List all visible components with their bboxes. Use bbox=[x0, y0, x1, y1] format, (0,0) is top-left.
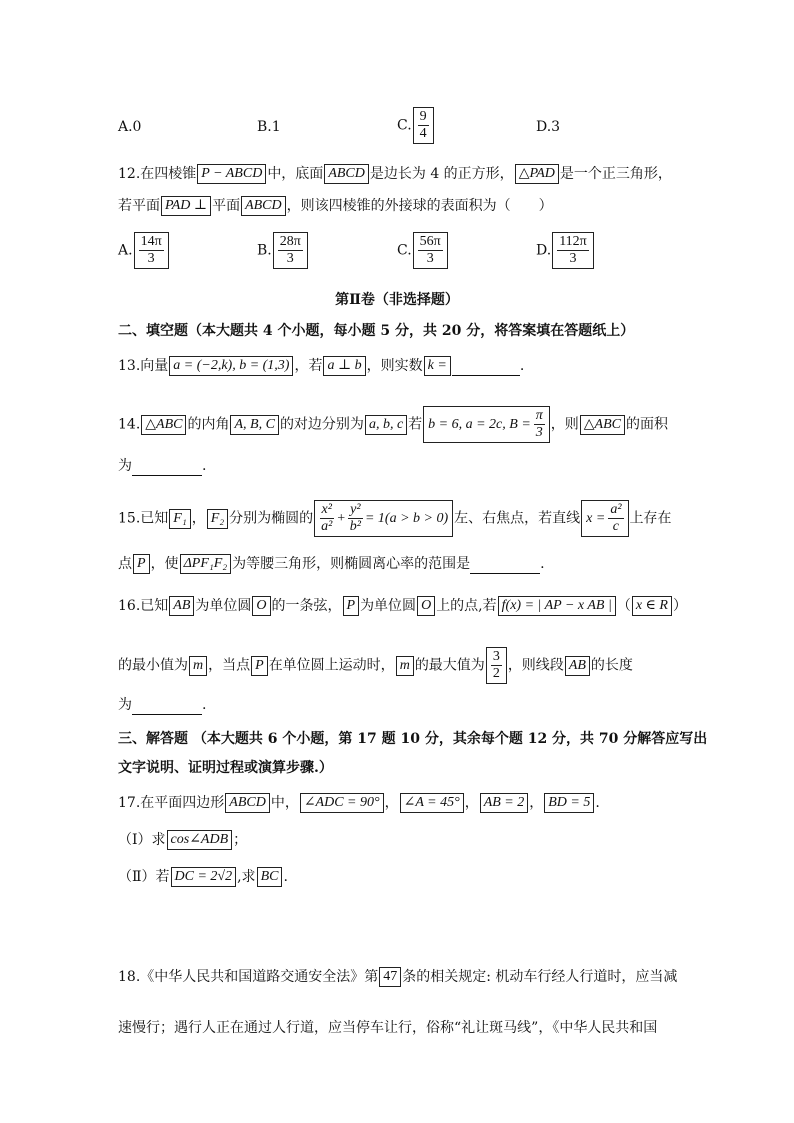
text: ， bbox=[191, 510, 206, 527]
formula: ABCD bbox=[241, 196, 286, 216]
formula: x ∈ R bbox=[632, 596, 672, 616]
q13 bbox=[118, 356, 524, 376]
text: ，使 bbox=[150, 556, 179, 572]
q11-option-a: A.0 bbox=[118, 119, 142, 135]
q12-line-1 bbox=[118, 164, 672, 184]
numerator: 28π bbox=[279, 234, 301, 249]
text: 12.在四棱锥 bbox=[118, 166, 197, 182]
formula: PAD ⊥ bbox=[161, 196, 211, 216]
text: 的对边分别为 bbox=[279, 416, 364, 433]
formula: F₂ bbox=[207, 509, 228, 529]
text: 中， bbox=[270, 795, 299, 811]
numerator: 9 bbox=[419, 109, 427, 124]
q17 bbox=[118, 793, 600, 813]
text: . bbox=[595, 795, 600, 811]
fraction bbox=[552, 232, 594, 269]
formula: O bbox=[252, 596, 270, 616]
formula: a ⊥ b bbox=[323, 356, 365, 376]
text: 平面 bbox=[212, 198, 241, 214]
text: ，则 bbox=[550, 416, 579, 433]
formula: △ABC bbox=[580, 415, 625, 435]
text: 若平面 bbox=[118, 198, 160, 214]
text: ， bbox=[529, 795, 544, 811]
denominator: b² bbox=[349, 519, 361, 534]
numerator: 3 bbox=[492, 649, 500, 664]
numerator: a² bbox=[610, 502, 622, 517]
fraction bbox=[348, 502, 363, 535]
denominator: 3 bbox=[426, 251, 434, 266]
fraction bbox=[413, 107, 434, 144]
formula: P − ABCD bbox=[197, 164, 266, 184]
text: 中，底面 bbox=[267, 166, 324, 182]
formula: m bbox=[189, 656, 207, 676]
q12-option-b bbox=[257, 232, 309, 269]
q12-option-a bbox=[118, 232, 170, 269]
formula: a, b, c bbox=[365, 415, 407, 435]
denominator: 3 bbox=[286, 251, 294, 266]
formula: ABCD bbox=[225, 793, 270, 813]
option-label: C. bbox=[397, 242, 412, 259]
q12-line-2 bbox=[118, 196, 553, 216]
operator: + bbox=[336, 510, 346, 526]
formula-box bbox=[423, 406, 550, 443]
text: 左、右焦点，若直线 bbox=[454, 510, 581, 527]
q11-option-d: D.3 bbox=[536, 119, 561, 135]
text: ，则线段 bbox=[507, 657, 564, 674]
q12-option-d bbox=[536, 232, 595, 269]
fraction bbox=[319, 502, 334, 535]
text: 的一条弦， bbox=[271, 598, 342, 614]
fraction bbox=[134, 232, 169, 269]
formula: a = (−2,k), b = (1,3) bbox=[169, 356, 293, 376]
q17-part-1 bbox=[118, 830, 247, 850]
q11-option-c bbox=[397, 107, 435, 144]
text: 为 bbox=[118, 458, 132, 474]
text: 18.《中华人民共和国道路交通安全法》第 bbox=[118, 969, 379, 985]
denominator: a² bbox=[321, 519, 333, 534]
answer-blank[interactable] bbox=[470, 559, 540, 574]
formula: P bbox=[251, 656, 268, 676]
q15-line-1 bbox=[118, 500, 672, 537]
q17-part-2 bbox=[118, 867, 288, 887]
numerator: x² bbox=[321, 502, 332, 517]
text: 上存在 bbox=[629, 510, 672, 527]
text: . bbox=[202, 458, 207, 474]
formula: P bbox=[133, 554, 150, 574]
q14-line-2 bbox=[118, 456, 206, 476]
text: 为等腰三角形，则椭圆离心率的范围是 bbox=[232, 556, 471, 572]
answer-blank[interactable] bbox=[132, 461, 202, 476]
formula: m bbox=[396, 656, 414, 676]
numerator: 14π bbox=[140, 234, 162, 249]
denominator: 3 bbox=[147, 251, 155, 266]
formula: AB bbox=[169, 596, 194, 616]
text: . bbox=[519, 358, 525, 374]
line-equation bbox=[581, 500, 628, 537]
numerator: 56π bbox=[419, 234, 441, 249]
formula: AB = 2 bbox=[480, 793, 529, 813]
denominator: 2 bbox=[492, 666, 500, 681]
formula: f(x) = | AP − x AB | bbox=[498, 596, 616, 616]
text: ， bbox=[384, 795, 399, 811]
section-2-title: 二、填空题（本大题共 4 个小题，每小题 5 分，共 20 分，将答案填在答题纸上） bbox=[118, 323, 635, 339]
text: 13.向量 bbox=[118, 358, 169, 374]
text: 点 bbox=[118, 556, 132, 572]
text: 的内角 bbox=[187, 416, 230, 433]
q12-option-c bbox=[397, 232, 449, 269]
text: 若 bbox=[408, 416, 423, 433]
text: 在单位圆上运动时， bbox=[268, 657, 395, 674]
formula: x = bbox=[586, 510, 606, 526]
formula: = 1(a > b > 0) bbox=[364, 510, 449, 526]
text: ，当点 bbox=[208, 657, 251, 674]
ellipse-equation bbox=[314, 500, 453, 537]
part-2-title: 第Ⅱ卷（非选择题） bbox=[335, 292, 459, 308]
text: （ bbox=[616, 598, 631, 614]
option-label: C. bbox=[397, 117, 412, 134]
section-3-title-line-1: 三、解答题 （本大题共 6 个小题，第 17 题 10 分，其余每个题 12 分，共 70 分解答应写出 bbox=[118, 731, 708, 747]
formula: P bbox=[343, 596, 360, 616]
q18-line-1 bbox=[118, 967, 677, 987]
numerator: 112π bbox=[559, 234, 587, 249]
formula: DC = 2√2 bbox=[171, 867, 237, 887]
text: 分别为椭圆的 bbox=[229, 510, 314, 527]
formula: b = 6, a = 2c, B = bbox=[428, 416, 531, 432]
text: 15.已知 bbox=[118, 510, 169, 527]
formula: BC bbox=[257, 867, 283, 887]
formula: k = bbox=[424, 356, 451, 376]
numerator: y² bbox=[350, 502, 361, 517]
text: 的长度 bbox=[590, 657, 633, 674]
q18-line-2: 速慢行；遇行人正在通过人行道，应当停车让行，俗称“礼让斑马线”，《中华人民共和国 bbox=[118, 1020, 658, 1036]
fraction bbox=[608, 502, 623, 535]
formula: cos∠ADB bbox=[167, 830, 233, 850]
formula: △PAD bbox=[515, 164, 559, 184]
formula: ∠ADC = 90° bbox=[300, 793, 384, 813]
text: 条的相关规定: 机动车行经人行道时，应当减 bbox=[402, 969, 678, 985]
text: 16.已知 bbox=[118, 598, 169, 614]
formula: 47 bbox=[379, 967, 401, 987]
formula: △ABC bbox=[141, 415, 186, 435]
q11-option-b: B.1 bbox=[257, 119, 281, 135]
text: 是一个正三角形， bbox=[559, 166, 672, 182]
formula: ΔPF₁F₂ bbox=[180, 554, 232, 574]
text: 的面积 bbox=[626, 416, 668, 433]
text: . bbox=[540, 556, 545, 572]
fraction bbox=[486, 647, 507, 684]
text: ， bbox=[464, 795, 479, 811]
q14-line-1 bbox=[118, 406, 668, 443]
text: . bbox=[202, 697, 207, 713]
denominator: 3 bbox=[569, 251, 577, 266]
text: 上的点,若 bbox=[436, 598, 497, 614]
q16-line-2 bbox=[118, 647, 633, 684]
text: 为单位圆 bbox=[360, 598, 417, 614]
section-3-title-line-2: 文字说明、证明过程或演算步骤.） bbox=[118, 760, 333, 776]
text: （Ⅰ）求 bbox=[118, 832, 166, 848]
fraction bbox=[534, 408, 545, 441]
text: ） bbox=[672, 598, 687, 614]
text: 的最小值为 bbox=[118, 657, 188, 674]
formula: ABCD bbox=[324, 164, 369, 184]
text: ，则该四棱锥的外接球的表面积为（ ） bbox=[286, 198, 553, 214]
fraction bbox=[273, 232, 308, 269]
text: 为 bbox=[118, 697, 132, 713]
text: . bbox=[283, 869, 288, 885]
formula: AB bbox=[565, 656, 590, 676]
text: （Ⅱ）若 bbox=[118, 869, 170, 885]
text: 17.在平面四边形 bbox=[118, 795, 225, 811]
text: ，则实数 bbox=[366, 358, 423, 374]
text: ,求 bbox=[237, 869, 256, 885]
q16-line-1 bbox=[118, 596, 687, 616]
denominator: 4 bbox=[419, 126, 427, 141]
numerator: π bbox=[535, 408, 543, 423]
denominator: c bbox=[612, 519, 620, 534]
text: 是边长为 4 的正方形， bbox=[369, 166, 514, 182]
q16-line-3 bbox=[118, 695, 206, 715]
option-label: D. bbox=[536, 242, 552, 259]
formula: O bbox=[417, 596, 435, 616]
text: 为单位圆 bbox=[195, 598, 252, 614]
text: ，若 bbox=[294, 358, 323, 374]
option-label: B. bbox=[257, 242, 272, 259]
text: 的最大值为 bbox=[414, 657, 485, 674]
formula: BD = 5 bbox=[544, 793, 594, 813]
answer-blank[interactable] bbox=[132, 700, 202, 715]
formula: ∠A = 45° bbox=[400, 793, 464, 813]
text: ； bbox=[233, 832, 248, 848]
text: 14. bbox=[118, 416, 141, 433]
formula: F₁ bbox=[169, 509, 190, 529]
denominator: 3 bbox=[535, 425, 543, 440]
formula: A, B, C bbox=[230, 415, 278, 435]
q15-line-2 bbox=[118, 554, 545, 574]
option-label: A. bbox=[118, 242, 133, 259]
fraction bbox=[413, 232, 448, 269]
answer-blank[interactable] bbox=[452, 361, 520, 376]
